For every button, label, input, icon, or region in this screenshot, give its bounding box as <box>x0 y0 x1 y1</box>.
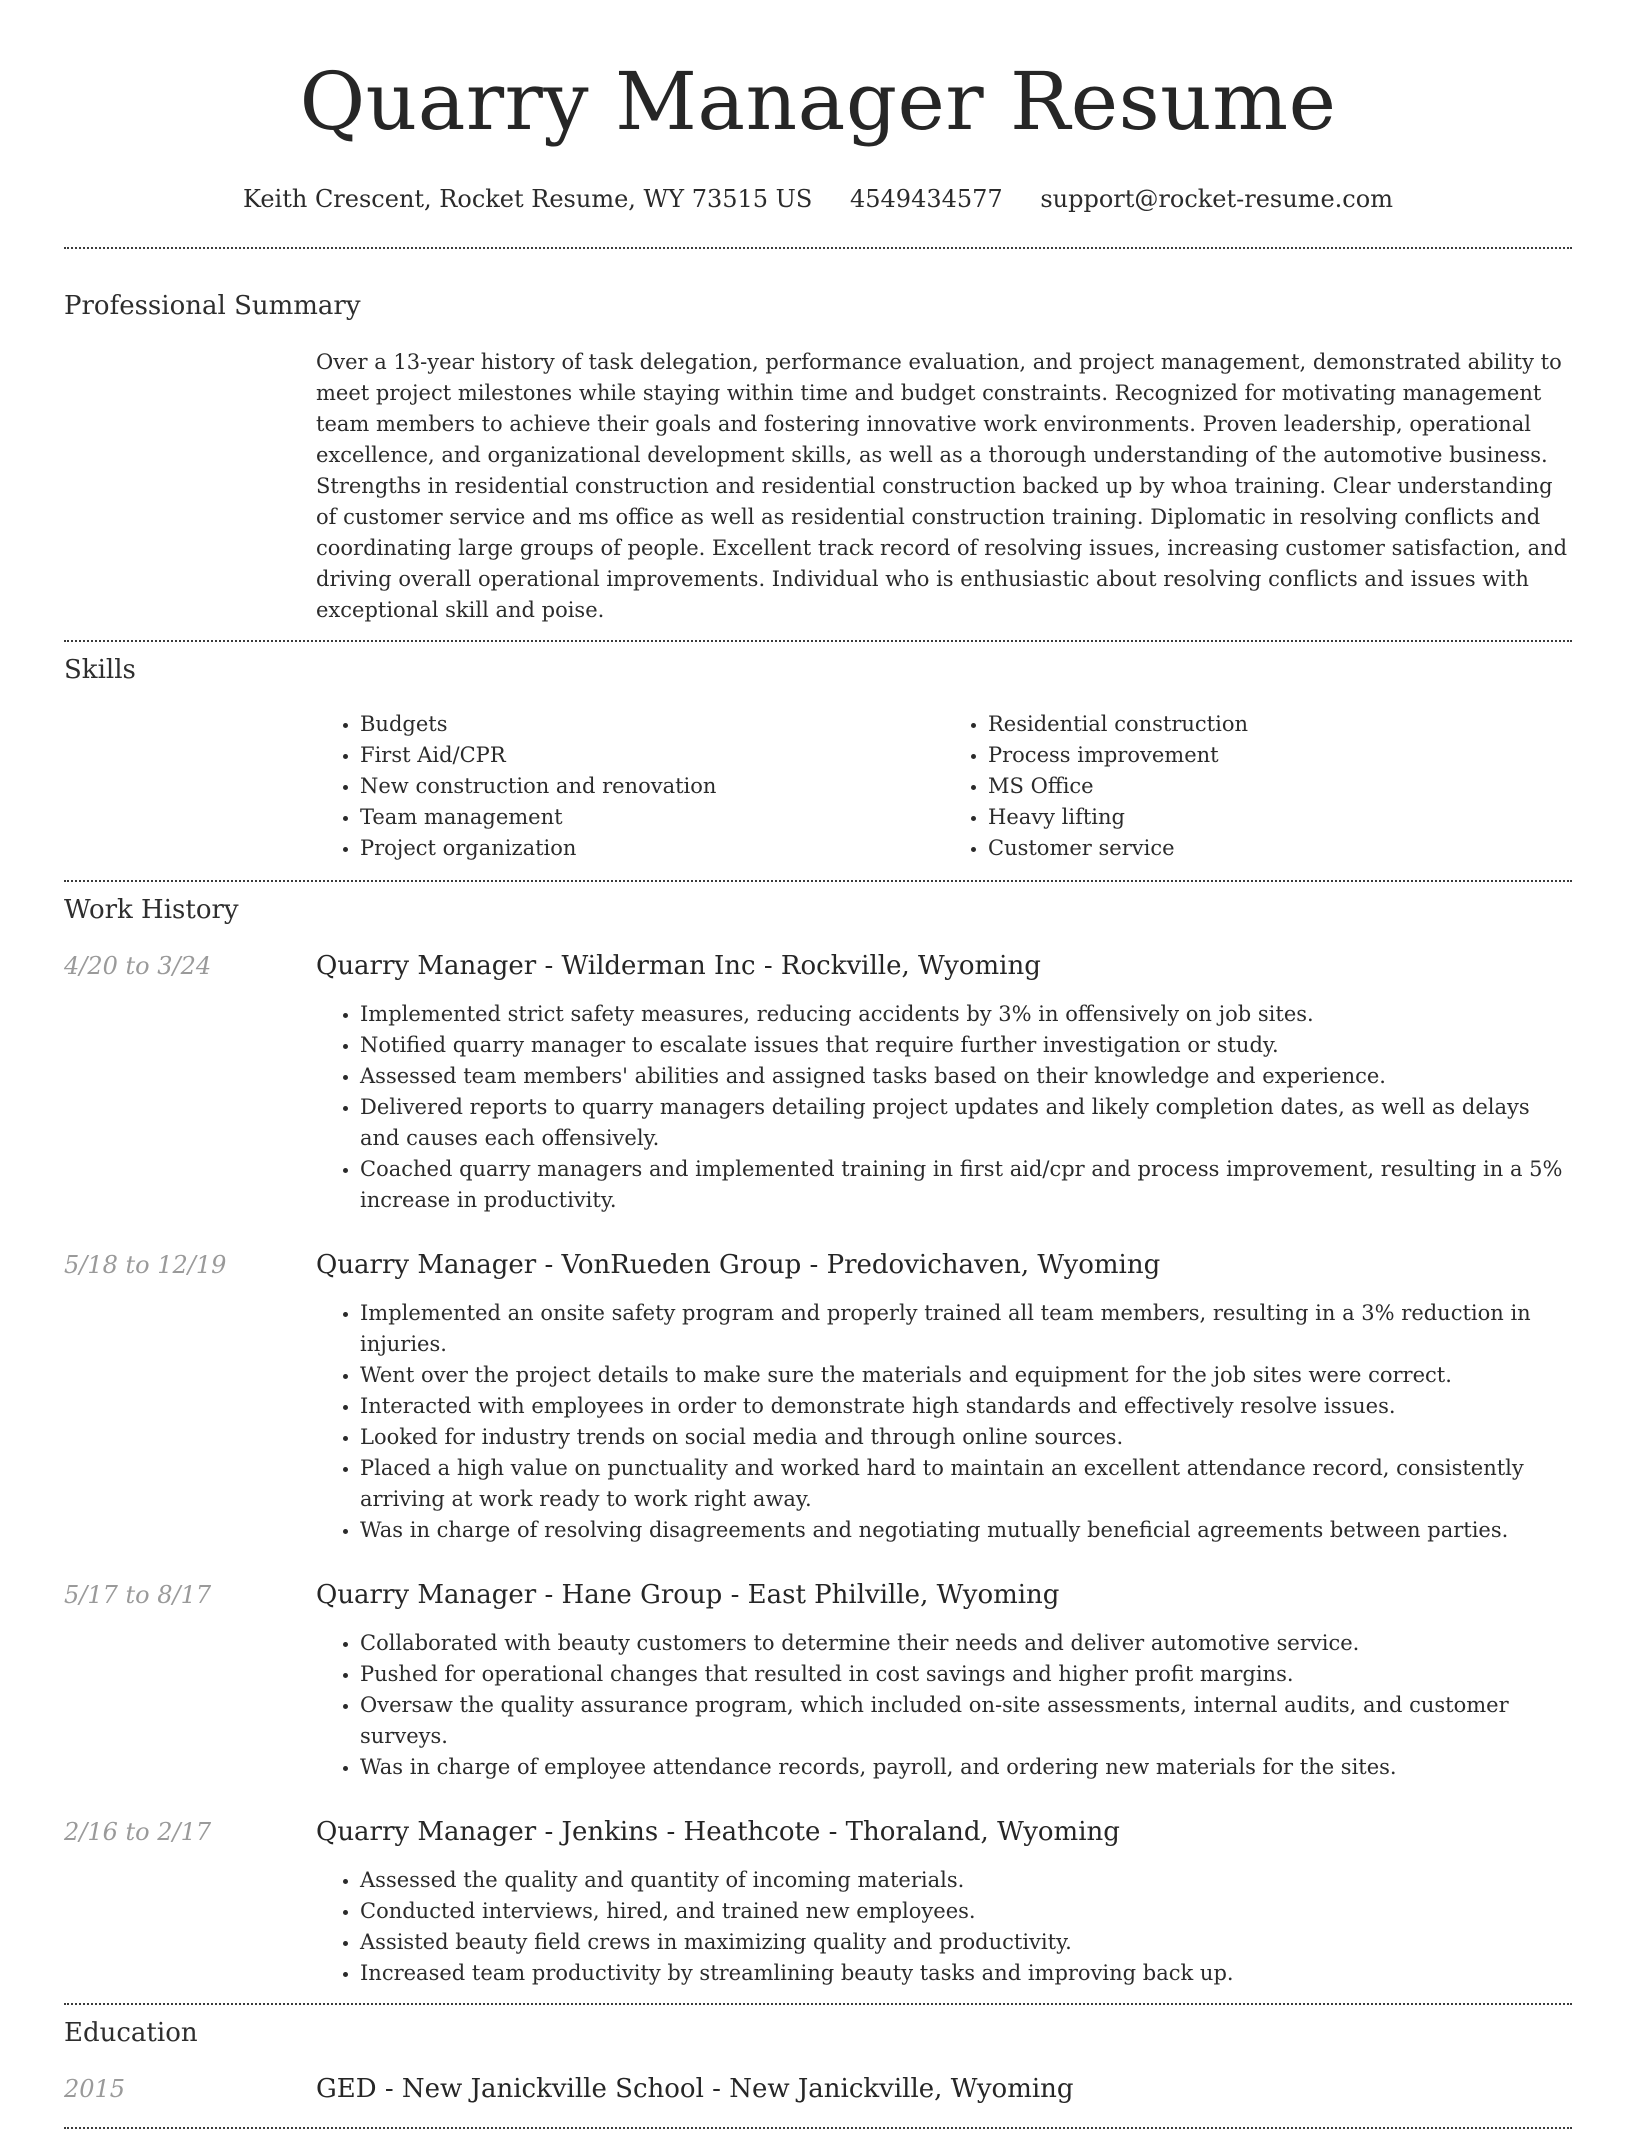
section-heading-skills: Skills <box>64 655 136 685</box>
section-heading-education: Education <box>64 2018 198 2048</box>
contact-line <box>64 184 1572 214</box>
list-item: • Assisted beauty field crews in maximizing quality and productivity. <box>360 1927 1572 1958</box>
summary-text: Over a 13-year history of task delegation, performance evaluation, and project management, demonstrated ability to meet project milestones while staying within time and budget constraints. Recognized for motivating management team members to achieve their goals and fostering innovative work environments. Proven leadership, operational excellence, and organizational development skills, as well as a thorough understanding of the automotive business. Strengths in residential construction and residential construction backed up by whoa training. Clear understanding of customer service and ms office as well as residential construction training. Diplomatic in resolving conflicts and coordinating large groups of people. Excellent track record of resolving issues, increasing customer satisfaction, and driving overall operational improvements. Individual who is enthusiastic about resolving conflicts and issues with exceptional skill and poise. <box>316 350 1568 622</box>
list-item: • Notified quarry manager to escalate issues that require further investigation or study. <box>360 1030 1572 1061</box>
contact-address: Keith Crescent, Rocket Resume, WY 73515 US <box>243 185 813 213</box>
job-entry <box>64 1249 1572 1546</box>
job-bullets <box>316 1865 1572 1989</box>
list-item: • Residential construction <box>988 709 1572 740</box>
job-entry <box>64 1579 1572 1783</box>
education-entry <box>64 2073 1572 2105</box>
job-entry <box>64 1816 1572 1989</box>
skills-section <box>64 654 1572 864</box>
job-dates: 4/20 to 3/24 <box>64 952 212 980</box>
job-bullets <box>316 999 1572 1216</box>
list-item: • Went over the project details to make sure the materials and equipment for the job sites were correct. <box>360 1360 1572 1391</box>
divider <box>64 247 1572 249</box>
resume-page <box>64 0 1572 2129</box>
education-section <box>64 2017 1572 2105</box>
list-item: • Implemented an onsite safety program and properly trained all team members, resulting in a 3% reduction in injuries. <box>360 1298 1572 1360</box>
education-title: GED - New Janickville School - New Janickville, Wyoming <box>316 2074 1074 2104</box>
list-item: • Implemented strict safety measures, reducing accidents by 3% in offensively on job sites. <box>360 999 1572 1030</box>
list-item: • Was in charge of resolving disagreements and negotiating mutually beneficial agreements between parties. <box>360 1515 1572 1546</box>
job-title: Quarry Manager - Hane Group - East Philville, Wyoming <box>316 1580 1060 1610</box>
list-item: • Collaborated with beauty customers to determine their needs and deliver automotive service. <box>360 1628 1572 1659</box>
list-item: • First Aid/CPR <box>360 740 944 771</box>
skills-list-right <box>944 709 1572 864</box>
resume-title: Quarry Manager Resume <box>299 55 1337 148</box>
education-year: 2015 <box>64 2075 126 2103</box>
job-dates: 5/18 to 12/19 <box>64 1251 227 1279</box>
list-item: • Was in charge of employee attendance records, payroll, and ordering new materials for the sites. <box>360 1752 1572 1783</box>
work-history-section <box>64 894 1572 1989</box>
list-item: • Project organization <box>360 833 944 864</box>
job-title: Quarry Manager - Wilderman Inc - Rockville, Wyoming <box>316 951 1041 981</box>
contact-phone: 4549434577 <box>849 185 1003 213</box>
list-item: • MS Office <box>988 771 1572 802</box>
list-item: • Conducted interviews, hired, and trained new employees. <box>360 1896 1572 1927</box>
skills-columns <box>316 709 1572 864</box>
list-item: • Increased team productivity by streamlining beauty tasks and improving back up. <box>360 1958 1572 1989</box>
contact-email: support@rocket-resume.com <box>1040 185 1393 213</box>
job-bullets <box>316 1298 1572 1546</box>
section-heading-summary: Professional Summary <box>64 291 361 321</box>
divider <box>64 880 1572 882</box>
list-item: • Process improvement <box>988 740 1572 771</box>
job-list <box>64 950 1572 1989</box>
list-item: • Oversaw the quality assurance program, which included on-site assessments, internal audits, and customer surveys. <box>360 1690 1572 1752</box>
skills-list-left <box>316 709 944 864</box>
list-item: • Assessed team members' abilities and assigned tasks based on their knowledge and experience. <box>360 1061 1572 1092</box>
list-item: • Team management <box>360 802 944 833</box>
list-item: • Budgets <box>360 709 944 740</box>
job-dates: 5/17 to 8/17 <box>64 1581 212 1609</box>
section-heading-work-history: Work History <box>64 895 239 925</box>
list-item: • Heavy lifting <box>988 802 1572 833</box>
list-item: • Coached quarry managers and implemented training in first aid/cpr and process improvement, resulting in a 5% increase in productivity. <box>360 1154 1572 1216</box>
divider <box>64 640 1572 642</box>
list-item: • Interacted with employees in order to demonstrate high standards and effectively resolve issues. <box>360 1391 1572 1422</box>
divider <box>64 2003 1572 2005</box>
job-dates: 2/16 to 2/17 <box>64 1818 212 1846</box>
job-title: Quarry Manager - VonRueden Group - Predovichaven, Wyoming <box>316 1250 1161 1280</box>
list-item: • Delivered reports to quarry managers detailing project updates and likely completion dates, as well as delays and causes each offensively. <box>360 1092 1572 1154</box>
summary-section <box>64 290 1572 626</box>
list-item: • Customer service <box>988 833 1572 864</box>
list-item: • New construction and renovation <box>360 771 944 802</box>
list-item: • Looked for industry trends on social media and through online sources. <box>360 1422 1572 1453</box>
job-bullets <box>316 1628 1572 1783</box>
list-item: • Pushed for operational changes that resulted in cost savings and higher profit margins. <box>360 1659 1572 1690</box>
list-item: • Placed a high value on punctuality and worked hard to maintain an excellent attendance record, consistently arriving at work ready to work right away. <box>360 1453 1572 1515</box>
list-item: • Assessed the quality and quantity of incoming materials. <box>360 1865 1572 1896</box>
job-entry <box>64 950 1572 1216</box>
job-title: Quarry Manager - Jenkins - Heathcote - Thoraland, Wyoming <box>316 1817 1120 1847</box>
